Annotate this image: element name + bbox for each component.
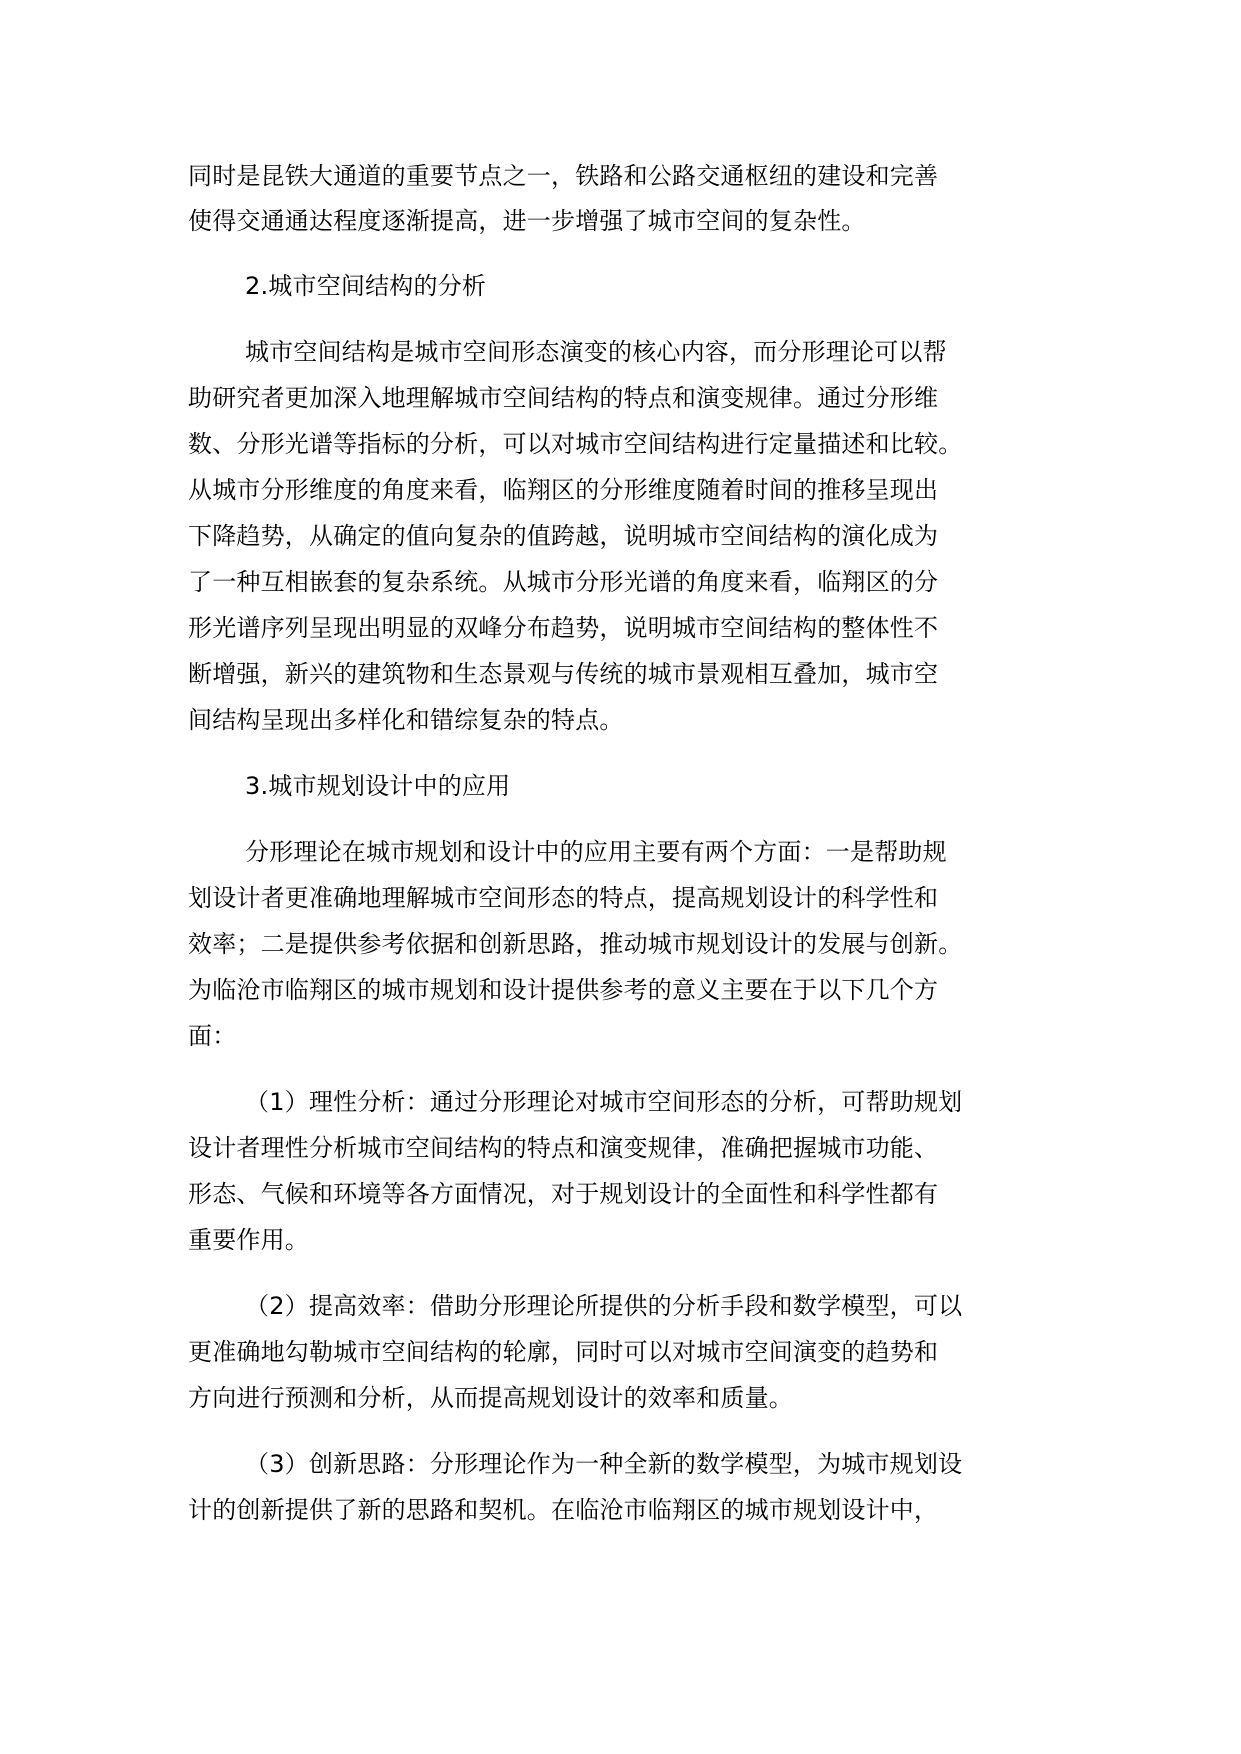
text-line: 同时是昆铁大通道的重要节点之一，铁路和公路交通枢纽的建设和完善 [188,162,939,190]
text-line: 从城市分形维度的角度来看，临翔区的分形维度随着时间的推移呈现出 [188,476,939,504]
text-line: 面： [188,1022,237,1050]
list-item-line: （3）创新思路：分形理论作为一种全新的数学模型，为城市规划设 [245,1450,963,1478]
text-line: 分形理论在城市规划和设计中的应用主要有两个方面：一是帮助规 [245,838,947,866]
section-heading: 2.城市空间结构的分析 [245,272,487,300]
text-line: 计的创新提供了新的思路和契机。在临沧市临翔区的城市规划设计中， [188,1496,939,1524]
text-line: 数、分形光谱等指标的分析，可以对城市空间结构进行定量描述和比较。 [188,430,963,458]
list-item-line: （2）提高效率：借助分形理论所提供的分析手段和数学模型，可以 [245,1292,963,1320]
text-line: 助研究者更加深入地理解城市空间结构的特点和演变规律。通过分形维 [188,384,939,412]
text-line: 为临沧市临翔区的城市规划和设计提供参考的意义主要在于以下几个方 [188,976,939,1004]
text-line: 使得交通通达程度逐渐提高，进一步增强了城市空间的复杂性。 [188,207,866,235]
text-line: 形光谱序列呈现出明显的双峰分布趋势，说明城市空间结构的整体性不 [188,614,939,642]
text-line: 效率；二是提供参考依据和创新思路，推动城市规划设计的发展与创新。 [188,930,963,958]
text-line: 设计者理性分析城市空间结构的特点和演变规律，准确把握城市功能、 [188,1134,939,1162]
section-heading: 3.城市规划设计中的应用 [245,772,511,800]
list-item-line: （1）理性分析：通过分形理论对城市空间形态的分析，可帮助规划 [245,1088,963,1116]
text-line: 城市空间结构是城市空间形态演变的核心内容，而分形理论可以帮 [245,338,947,366]
text-line: 划设计者更准确地理解城市空间形态的特点，提高规划设计的科学性和 [188,884,939,912]
text-line: 断增强，新兴的建筑物和生态景观与传统的城市景观相互叠加，城市空 [188,660,939,688]
text-line: 下降趋势，从确定的值向复杂的值跨越，说明城市空间结构的演化成为 [188,522,939,550]
text-line: 间结构呈现出多样化和错综复杂的特点。 [188,706,624,734]
text-line: 方向进行预测和分析，从而提高规划设计的效率和质量。 [188,1384,793,1412]
text-line: 更准确地勾勒城市空间结构的轮廓，同时可以对城市空间演变的趋势和 [188,1338,939,1366]
text-line: 了一种互相嵌套的复杂系统。从城市分形光谱的角度来看，临翔区的分 [188,568,939,596]
text-line: 重要作用。 [188,1226,309,1254]
text-line: 形态、气候和环境等各方面情况，对于规划设计的全面性和科学性都有 [188,1180,939,1208]
